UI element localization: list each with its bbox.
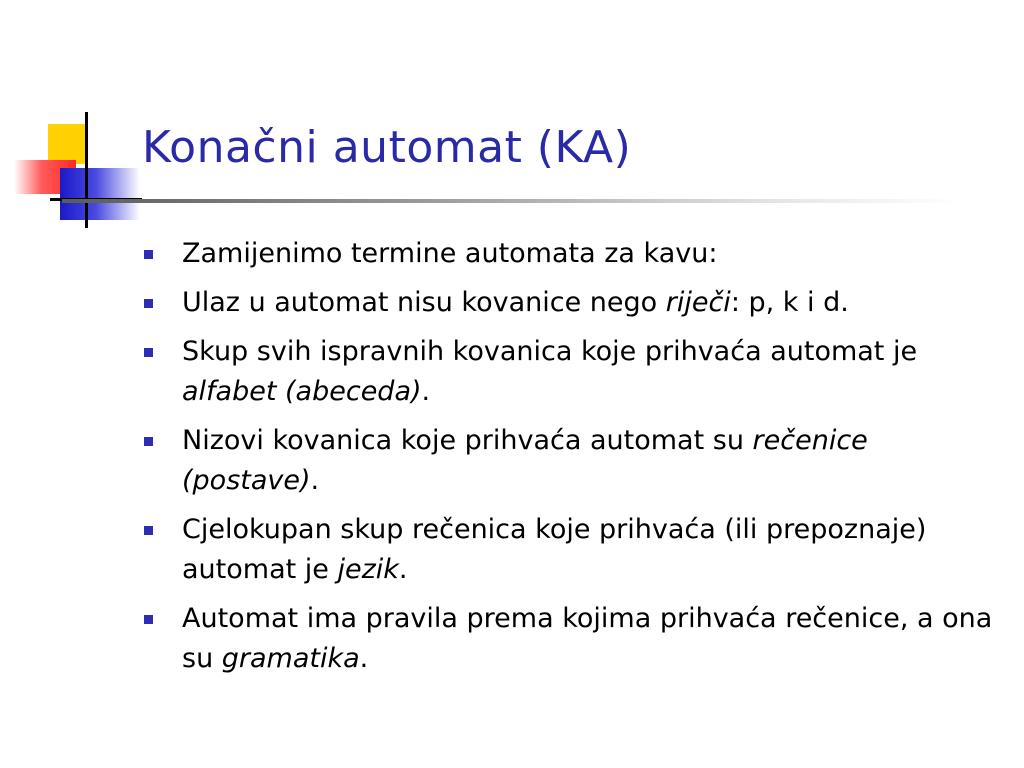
list-item: [144, 510, 1004, 590]
bullet-text-end: .: [421, 376, 431, 407]
bullet-text-end: .: [398, 554, 408, 585]
bullet-text: Nizovi kovanica koje prihvaća automat su: [182, 425, 753, 456]
list-item: [144, 234, 1004, 274]
square-bullet-icon: [144, 299, 153, 308]
yellow-square: [48, 124, 88, 164]
list-item: [144, 421, 1004, 501]
bullet-italic-term: jezik: [337, 554, 399, 585]
bullet-italic-term: rečenice (postave): [182, 425, 868, 496]
bullet-list: [144, 234, 1004, 688]
bullet-italic-term: alfabet (abeceda): [182, 376, 422, 407]
bullet-text: Ulaz u automat nisu kovanice nego: [182, 287, 666, 318]
bullet-text: Skup svih ispravnih kovanica koje prihvaća automat je: [182, 336, 926, 367]
list-item: [144, 332, 1004, 412]
square-bullet-icon: [144, 615, 153, 624]
bullet-italic-term: gramatika: [221, 643, 360, 674]
square-bullet-icon: [144, 348, 153, 357]
corner-decoration: [0, 0, 150, 240]
square-bullet-icon: [144, 250, 153, 259]
square-bullet-icon: [144, 437, 153, 446]
list-item: [144, 599, 1004, 679]
bullet-text-end: .: [359, 643, 369, 674]
title-underline: [62, 199, 962, 203]
slide-title: Konačni automat (KA): [142, 122, 632, 173]
blue-gradient-square: [60, 168, 140, 220]
bullet-text: Cjelokupan skup rečenica koje prihvaća (ili prepoznaje) automat je: [182, 514, 935, 585]
bullet-text: Automat ima pravila prema kojima prihvaća rečenice, a ona su: [182, 603, 1001, 674]
bullet-text: Zamijenimo termine automata za kavu:: [182, 238, 718, 269]
list-item: [144, 283, 1004, 323]
square-bullet-icon: [144, 526, 153, 535]
bullet-italic-term: riječi: [665, 287, 731, 318]
vertical-line: [85, 112, 88, 228]
bullet-text-end: .: [310, 465, 320, 496]
bullet-text-end: : p, k i d.: [730, 287, 849, 318]
